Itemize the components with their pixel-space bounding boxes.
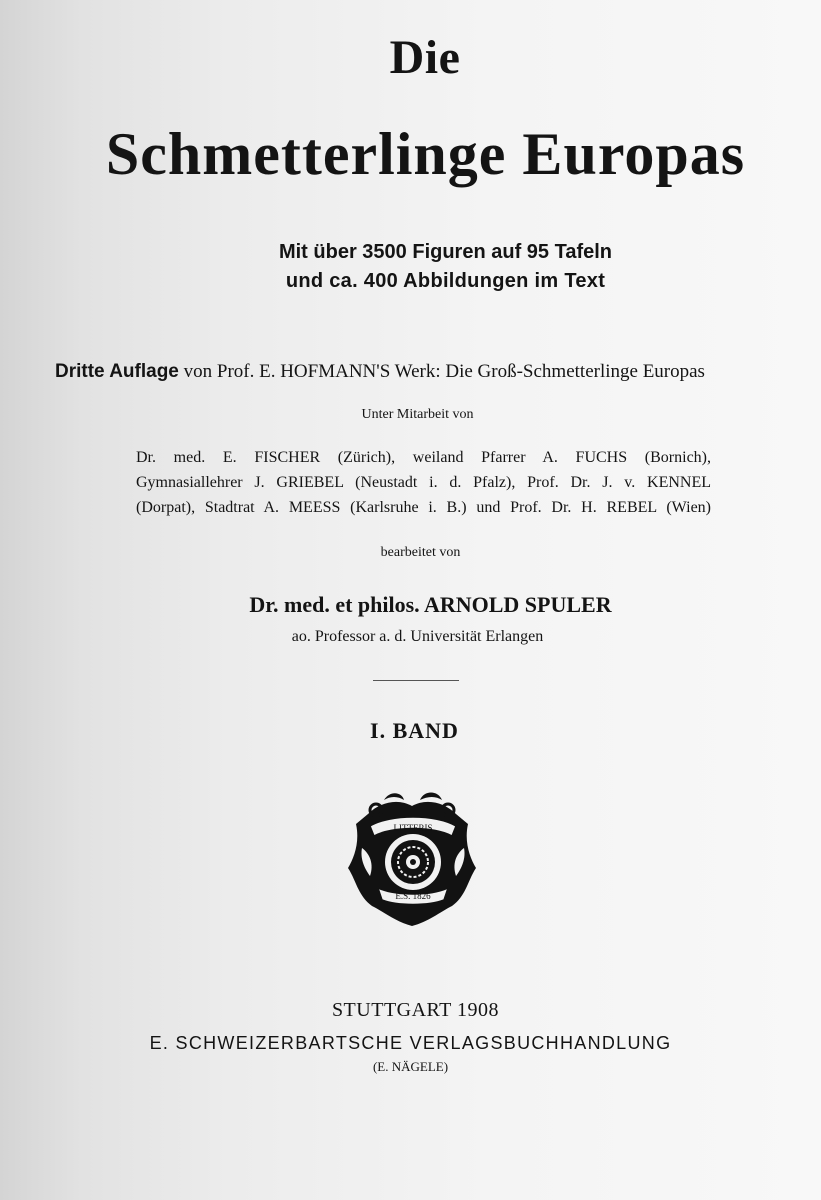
editor-affiliation: ao. Professor a. d. Universität Erlangen bbox=[291, 628, 544, 645]
edition-label: Dritte Auflage bbox=[55, 361, 179, 382]
collaborators-line: Gymnasiallehrer J. GRIEBEL (Neustadt i. d. Pfalz), Prof. Dr. J. v. KENNEL bbox=[136, 474, 711, 491]
editor-intro: bearbeitet von bbox=[380, 545, 461, 560]
edition-note bbox=[55, 359, 800, 385]
imprint-owner: (E. NÄGELE) bbox=[372, 1059, 449, 1074]
collaborators-list bbox=[136, 445, 711, 520]
divider-rule bbox=[373, 680, 459, 681]
publisher-emblem-icon bbox=[340, 784, 485, 929]
subtitle-line-1: Mit über 3500 Figuren auf 95 Tafeln bbox=[278, 241, 613, 263]
volume-label: I. BAND bbox=[370, 718, 459, 743]
imprint-place-year: STUTTGART 1908 bbox=[331, 999, 500, 1021]
collaboration-intro: Unter Mitarbeit von bbox=[361, 407, 474, 422]
imprint-publisher: E. SCHWEIZERBARTSCHE VERLAGSBUCHHANDLUNG bbox=[149, 1033, 672, 1053]
collaborators-line: (Dorpat), Stadtrat A. MEESS (Karlsruhe i. B.) und Prof. Dr. H. REBEL (Wien) bbox=[136, 499, 711, 516]
emblem-motto: LITTERIS bbox=[393, 823, 433, 833]
editor-name: Dr. med. et philos. ARNOLD SPULER bbox=[249, 592, 612, 617]
subtitle-line-2: und ca. 400 Abbildungen im Text bbox=[285, 270, 606, 292]
collaborators-line: Dr. med. E. FISCHER (Zürich), weiland Pfarrer A. FUCHS (Bornich), bbox=[136, 449, 711, 466]
title-line-2: Schmetterlinge Europas bbox=[105, 121, 746, 187]
edition-text: von Prof. E. HOFMANN'S Werk: Die Groß-Schmetterlinge Europas bbox=[178, 361, 705, 382]
title-line-1: Die bbox=[389, 31, 461, 84]
emblem-year: E.S. 1826 bbox=[395, 891, 431, 901]
